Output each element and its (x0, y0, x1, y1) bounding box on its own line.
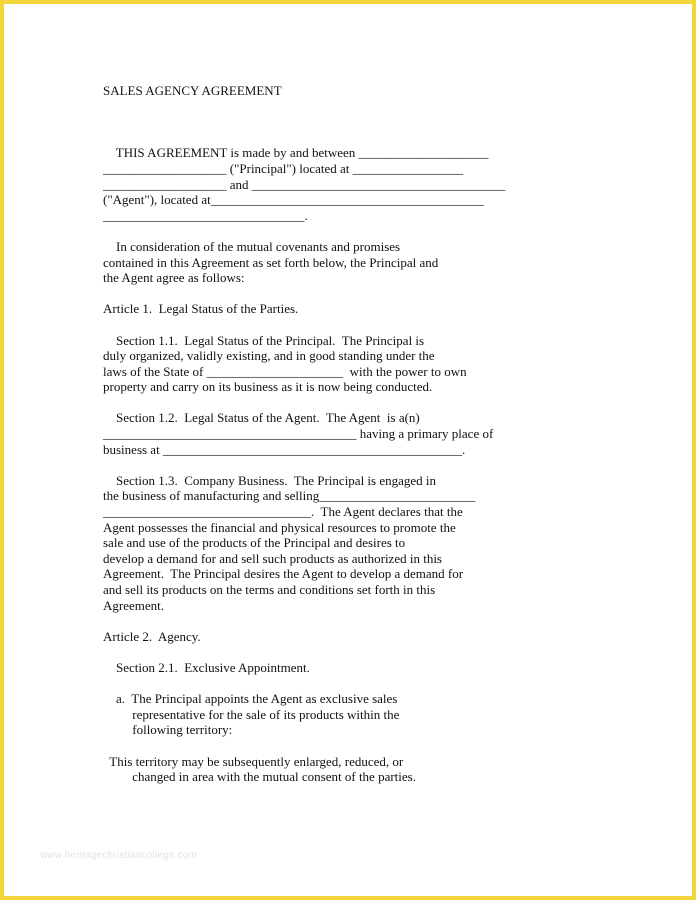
article-2-heading: Article 2. Agency. (103, 628, 201, 644)
intro-paragraph: THIS AGREEMENT is made by and between ____________________ ___________________ ("Principal") located at _________________ ___________________ and _______________________________________ ("Agent"), located at__________________________________________ _______________________________. (103, 145, 506, 223)
territory-paragraph: This territory may be subsequently enlarged, reduced, or changed in area with the mutual consent of the parties. (103, 753, 416, 785)
section-1-3: Section 1.3. Company Business. The Principal is engaged in the business of manufacturing and selling________________________ ________________________________. The Agent declares that the Agent possesses the financial and physical resources to promote the sale and use of the products of the Principal and desires to develop a demand for and sell such products as authorized in this Agreement. The Principal desires the Agent to develop a demand for and sell its products on the terms and conditions set forth in this Agreement. (103, 472, 476, 613)
document-page (4, 4, 692, 896)
section-2-1-heading: Section 2.1. Exclusive Appointment. (103, 659, 310, 675)
document-title: SALES AGENCY AGREEMENT (103, 83, 282, 98)
section-1-1: Section 1.1. Legal Status of the Principal. The Principal is duly organized, validly existing, and in good standing under the laws of the State of _____________________ with the power to own property and carry on its business as it is now being conducted. (103, 332, 467, 395)
article-1-heading: Article 1. Legal Status of the Parties. (103, 301, 299, 317)
item-a: a. The Principal appoints the Agent as exclusive sales representative for the sale of its products within the following territory: (103, 691, 400, 738)
section-1-2: Section 1.2. Legal Status of the Agent. The Agent is a(n) _______________________________________ having a primary place of business at ______________________________________________. (103, 410, 494, 457)
consideration-paragraph: In consideration of the mutual covenants and promises contained in this Agreement as set forth below, the Principal and the Agent agree as follows: (103, 238, 439, 286)
watermark: www.heritagechristiancollege.com (40, 850, 198, 861)
document-body (103, 83, 553, 785)
